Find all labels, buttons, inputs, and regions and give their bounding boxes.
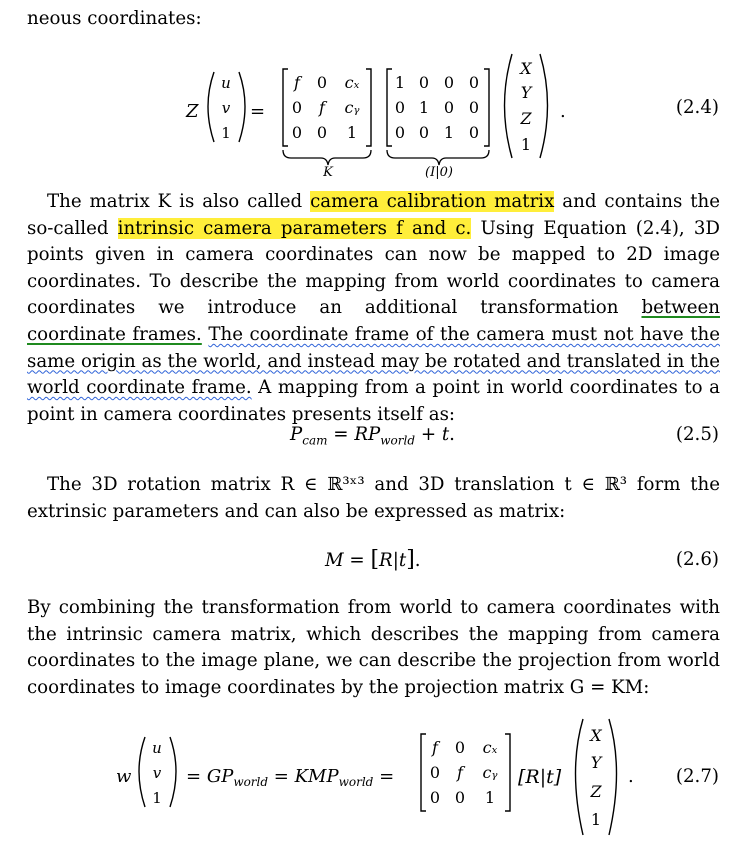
equation-number-2-5: (2.5) bbox=[675, 424, 719, 445]
svg-text:1: 1 bbox=[443, 123, 455, 142]
svg-text:cₓ: cₓ bbox=[482, 738, 498, 757]
highlight-camera-calibration-matrix: camera calibration matrix bbox=[310, 191, 555, 212]
equation-2-4 bbox=[0, 50, 752, 180]
svg-text:0: 0 bbox=[454, 788, 466, 807]
svg-text:[R|t]: [R|t] bbox=[518, 766, 562, 788]
green-underline-text: between coordinate frames. bbox=[27, 297, 720, 345]
svg-text:1: 1 bbox=[346, 123, 358, 142]
svg-text:0: 0 bbox=[394, 123, 406, 142]
svg-text:1: 1 bbox=[394, 73, 406, 92]
svg-text:= GPworld = KMPworld =: = $GP_{world} = KMP_{world}$ = bbox=[186, 766, 395, 789]
svg-text:u: u bbox=[152, 739, 162, 757]
svg-text:0: 0 bbox=[291, 123, 303, 142]
svg-text:0: 0 bbox=[443, 98, 455, 117]
svg-text:w: w bbox=[116, 766, 132, 787]
svg-text:X: X bbox=[520, 59, 532, 78]
svg-text:0: 0 bbox=[429, 763, 441, 782]
eq-scalar-Z: Z bbox=[186, 101, 199, 122]
svg-text:Y: Y bbox=[590, 753, 602, 772]
svg-text:f: f bbox=[432, 738, 438, 757]
svg-text:0: 0 bbox=[418, 73, 430, 92]
equation-number-2-6: (2.6) bbox=[675, 549, 719, 570]
svg-text:.: . bbox=[628, 766, 634, 787]
svg-text:cₓ: cₓ bbox=[344, 73, 360, 92]
svg-text:1: 1 bbox=[418, 98, 430, 117]
svg-text:.: . bbox=[560, 101, 566, 122]
wavy-underline-text: The coordinate frame of the camera must not have the same origin as the world, and instead may be rotated and translated in the world coordinate frame. bbox=[27, 323, 720, 399]
svg-text:1: 1 bbox=[590, 810, 602, 829]
svg-text:f: f bbox=[457, 763, 463, 782]
svg-text:0: 0 bbox=[468, 123, 480, 142]
svg-text:cᵧ: cᵧ bbox=[482, 763, 498, 782]
svg-text:0: 0 bbox=[443, 73, 455, 92]
svg-text:1: 1 bbox=[484, 788, 496, 807]
svg-text:Y: Y bbox=[520, 83, 532, 102]
equation-number-2-7: (2.7) bbox=[675, 766, 719, 787]
vec-v: v bbox=[221, 99, 231, 117]
equation-2-6: M = [R|t]. bbox=[325, 547, 421, 572]
svg-text:0: 0 bbox=[429, 788, 441, 807]
svg-text:1: 1 bbox=[520, 135, 532, 154]
svg-text:f: f bbox=[319, 98, 325, 117]
svg-text:0: 0 bbox=[316, 123, 328, 142]
equation-2-7 bbox=[0, 715, 752, 845]
paragraph-3: By combining the transformation from world to camera coordinates with the intrinsic camera matrix, which describes the mapping from camera coordinates to the image plane, we can describe the projection from world coordinates to image coordinates by the projection matrix G = KM: bbox=[27, 597, 720, 698]
svg-text:X: X bbox=[590, 726, 602, 745]
svg-text:f: f bbox=[294, 73, 300, 92]
svg-text:0: 0 bbox=[418, 123, 430, 142]
svg-text:Z: Z bbox=[590, 782, 602, 801]
vec-1: 1 bbox=[221, 124, 231, 142]
svg-text:v: v bbox=[152, 764, 162, 782]
svg-text:cᵧ: cᵧ bbox=[344, 98, 360, 117]
paragraph-1: The matrix K is also called camera calibration matrix and contains the so-called intrinsic camera parameters f and c. Using Equation (2.4), 3D points given in camera coordinates can now be mapped to 2D image coordinates. To describe the mapping from world coordinates to camera coordinates we introduce an additional transformation between coordinate frames. The coordinate frame of the camera must not have the same origin as the world, and instead may be rotated and translated in the world coordinate frame. A mapping from a point in world coordinates to a point in camera coordinates presents itself as: bbox=[27, 191, 721, 425]
highlight-intrinsic-parameters: intrinsic camera parameters f and c. bbox=[117, 217, 472, 239]
svg-text:0: 0 bbox=[291, 98, 303, 117]
svg-text:0: 0 bbox=[394, 98, 406, 117]
svg-text:Z: Z bbox=[520, 109, 532, 128]
svg-text:=: = bbox=[250, 101, 266, 122]
svg-text:0: 0 bbox=[468, 73, 480, 92]
equation-number-2-4: (2.4) bbox=[675, 97, 719, 118]
svg-text:0: 0 bbox=[316, 73, 328, 92]
brace-label-I0: (I|0) bbox=[425, 165, 453, 180]
equation-2-5: $P_{cam} = RP_{world} + t$. bbox=[290, 424, 455, 448]
svg-text:1: 1 bbox=[152, 789, 162, 807]
svg-text:0: 0 bbox=[454, 738, 466, 757]
text-fragment: neous coordinates: bbox=[27, 8, 202, 29]
brace-label-K: K bbox=[323, 165, 333, 180]
paragraph-2: The 3D rotation matrix R ∈ ℝ³ˣ³ and 3D translation t ∈ ℝ³ form the extrinsic parameters and can also be expressed as matrix: bbox=[27, 474, 720, 522]
svg-text:0: 0 bbox=[468, 98, 480, 117]
vec-u: u bbox=[221, 74, 231, 92]
